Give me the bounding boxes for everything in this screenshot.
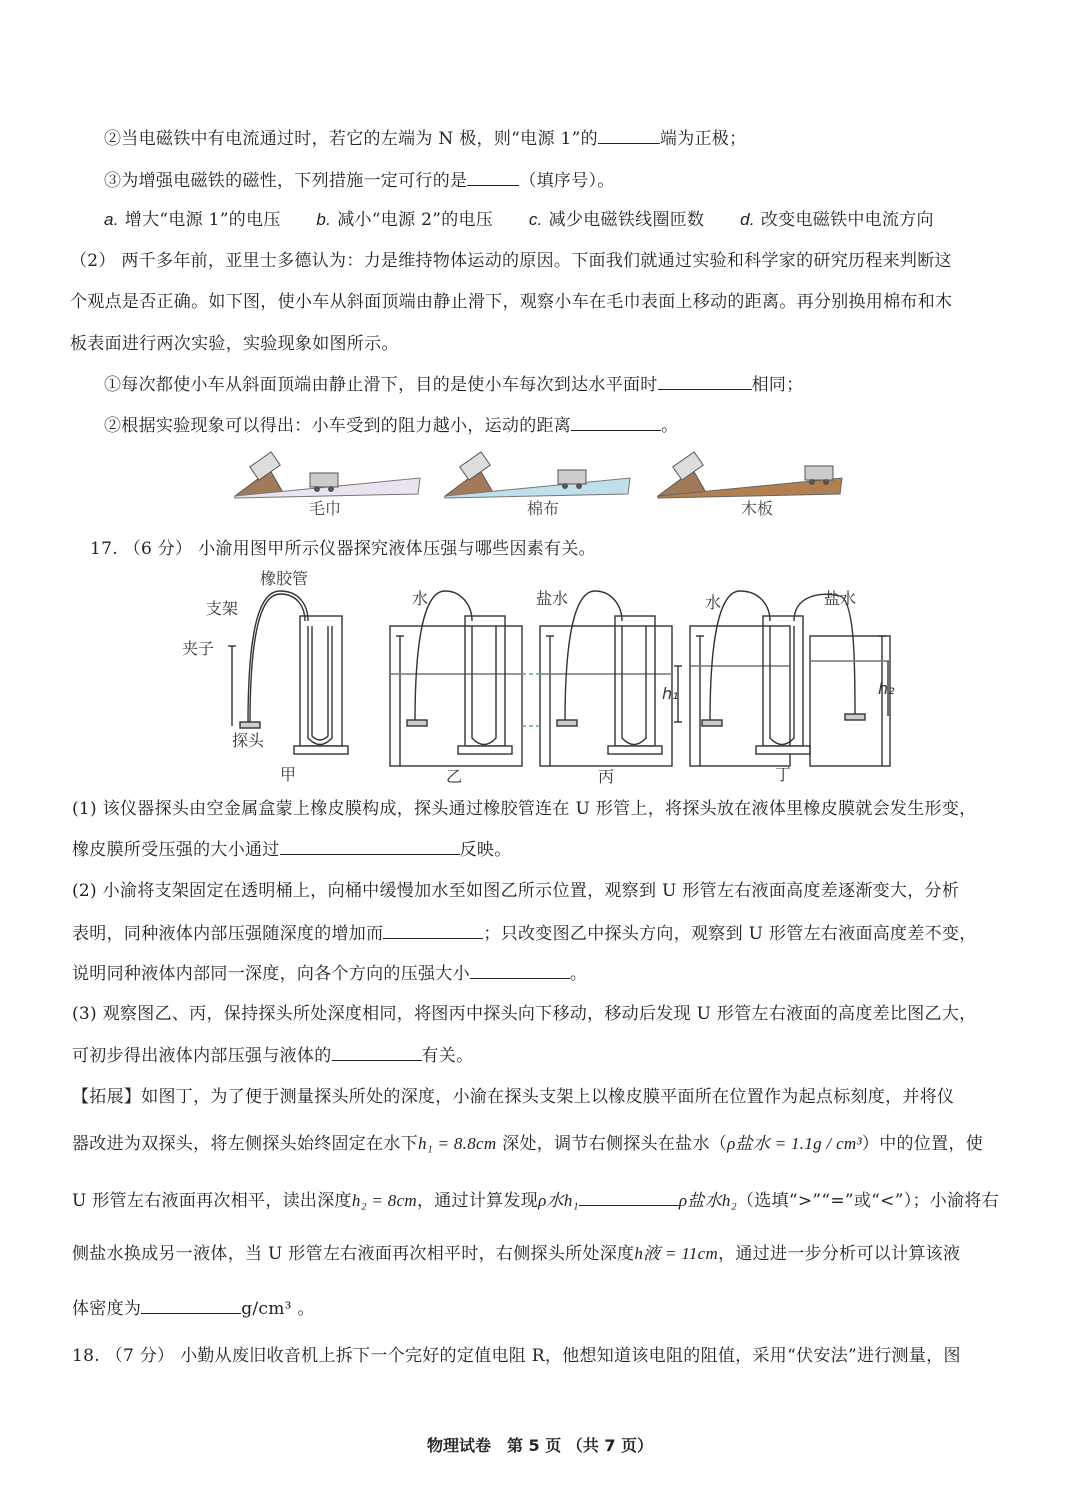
q17-1-a: (1) 该仪器探头由空金属盒蒙上橡皮膜构成，探头通过橡胶管连在 U 形管上，将探头放在液体里橡皮膜就会发生形变， (72, 799, 977, 819)
label-water-ding: 水 (705, 593, 722, 612)
q18-stem: 18. （7 分） 小勤从废旧收音机上拆下一个完好的定值电阻 R，他想知道该电阻的阻值，采用“伏安法”进行测量，图 (72, 1346, 961, 1366)
answer-blank[interactable] (579, 1189, 679, 1206)
label-salt-bing: 盐水 (536, 589, 569, 608)
answer-blank[interactable] (467, 169, 519, 186)
caption-bing: 丙 (598, 767, 615, 786)
q17-3-a: (3) 观察图乙、丙，保持探头所处深度相同，将图丙中探头向下移动，移动后发现 U 形管左右液面的高度差比图乙大， (72, 1004, 977, 1024)
q17-stem: 17. （6 分） 小渝用图甲所示仪器探究液体压强与哪些因素有关。 (90, 539, 596, 559)
ext-c: U 形管左右液面再次相平，读出深度h₂ = 8cm，通过计算发现ρ水h₁ ρ盐水h₂（选填“>”“=”或“<”）；小渝将右 (72, 1191, 999, 1211)
label-h2: h₂ (878, 679, 895, 698)
page-footer: 物理试卷 第 5 页 （共 7 页） (426, 1436, 654, 1455)
caption-yi: 乙 (446, 767, 463, 786)
wood-panel (658, 452, 842, 518)
q17-2-c: 说明同种液体内部同一深度，向各个方向的压强大小 。 (72, 964, 588, 984)
label-tube: 橡胶管 (260, 569, 309, 588)
option-c: c. 减少电磁铁线圈匝数 (528, 210, 705, 230)
answer-blank[interactable] (658, 373, 752, 390)
answer-blank[interactable] (280, 838, 460, 855)
label-salt-ding: 盐水 (824, 589, 857, 608)
caption-jia: 甲 (280, 765, 297, 784)
cart-incline-figure (230, 448, 850, 524)
q17-3-b: 可初步得出液体内部压强与液体的 有关。 (72, 1046, 474, 1066)
q16-2-c: 板表面进行两次实验，实验现象如图所示。 (70, 334, 399, 354)
ext-b: 器改进为双探头，将左侧探头始终固定在水下h₁ = 8.8cm 深处，调节右侧探头在盐水（ρ盐水 = 1.1g / cm³）中的位置，使 (72, 1134, 984, 1154)
towel-label: 毛巾 (308, 499, 342, 518)
q16-2-q1: ①每次都使小车从斜面顶端由静止滑下，目的是使小车每次到达水平面时 相同； (104, 375, 804, 395)
q17-2-a: (2) 小渝将支架固定在透明桶上，向桶中缓慢加水至如图乙所示位置，观察到 U 形管左右液面高度差逐渐变大，分析 (72, 881, 960, 901)
label-h1: h₁ (662, 684, 679, 703)
cotton-label: 棉布 (526, 499, 560, 518)
q16-2-q2: ②根据实验现象可以得出：小车受到的阻力越小，运动的距离 。 (104, 416, 679, 436)
answer-blank[interactable] (571, 414, 661, 431)
u-tube-figure (182, 566, 900, 790)
towel-panel (235, 452, 420, 518)
answer-blank[interactable] (598, 127, 660, 144)
answer-blank[interactable] (383, 922, 483, 939)
q16-1-line3: ③为增强电磁铁的磁性，下列措施一定可行的是 （填序号）。 (104, 171, 615, 191)
apparatus-jia (228, 591, 348, 754)
ext-a: 【拓展】如图丁，为了便于测量探头所处的深度，小渝在探头支架上以橡皮膜平面所在位置作为起点标刻度，并将仪 (72, 1087, 955, 1107)
wood-label: 木板 (740, 499, 774, 518)
ext-e: 体密度为 g/cm³ 。 (72, 1299, 315, 1319)
cotton-panel (445, 452, 630, 518)
q17-2-b: 表明，同种液体内部压强随深度的增加而 ；只改变图乙中探头方向，观察到 U 形管左右液面高度差不变， (72, 924, 977, 944)
options-row (104, 209, 964, 231)
caption-ding: 丁 (775, 765, 792, 784)
q16-1-line2: ②当电磁铁中有电流通过时，若它的左端为 N 极，则“电源 1”的 端为正极； (104, 129, 747, 149)
label-water-yi: 水 (412, 589, 429, 608)
apparatus-yi (390, 591, 522, 766)
label-clip: 夹子 (182, 639, 215, 658)
option-d: d. 改变电磁铁中电流方向 (740, 210, 934, 230)
label-probe: 探头 (232, 731, 265, 750)
answer-blank[interactable] (141, 1297, 241, 1314)
option-a: a. 增大“电源 1”的电压 (104, 210, 281, 230)
answer-blank[interactable] (332, 1044, 422, 1061)
q16-2-a: （2） 两千多年前，亚里士多德认为：力是维持物体运动的原因。下面我们就通过实验和科学家的研究历程来判断这 (70, 251, 952, 271)
ext-d: 侧盐水换成另一液体，当 U 形管左右液面再次相平时，右侧探头所处深度h液 = 11cm，通过进一步分析可以计算该液 (72, 1244, 961, 1264)
label-stand: 支架 (206, 599, 239, 618)
answer-blank[interactable] (470, 962, 570, 979)
apparatus-ding (674, 591, 890, 766)
q16-2-b: 个观点是否正确。如下图，使小车从斜面顶端由静止滑下，观察小车在毛巾表面上移动的距离。再分别换用棉布和木 (70, 292, 953, 312)
option-b: b. 减小“电源 2”的电压 (316, 210, 494, 230)
q17-1-b: 橡皮膜所受压强的大小通过 反映。 (72, 840, 512, 860)
apparatus-bing (540, 591, 672, 766)
